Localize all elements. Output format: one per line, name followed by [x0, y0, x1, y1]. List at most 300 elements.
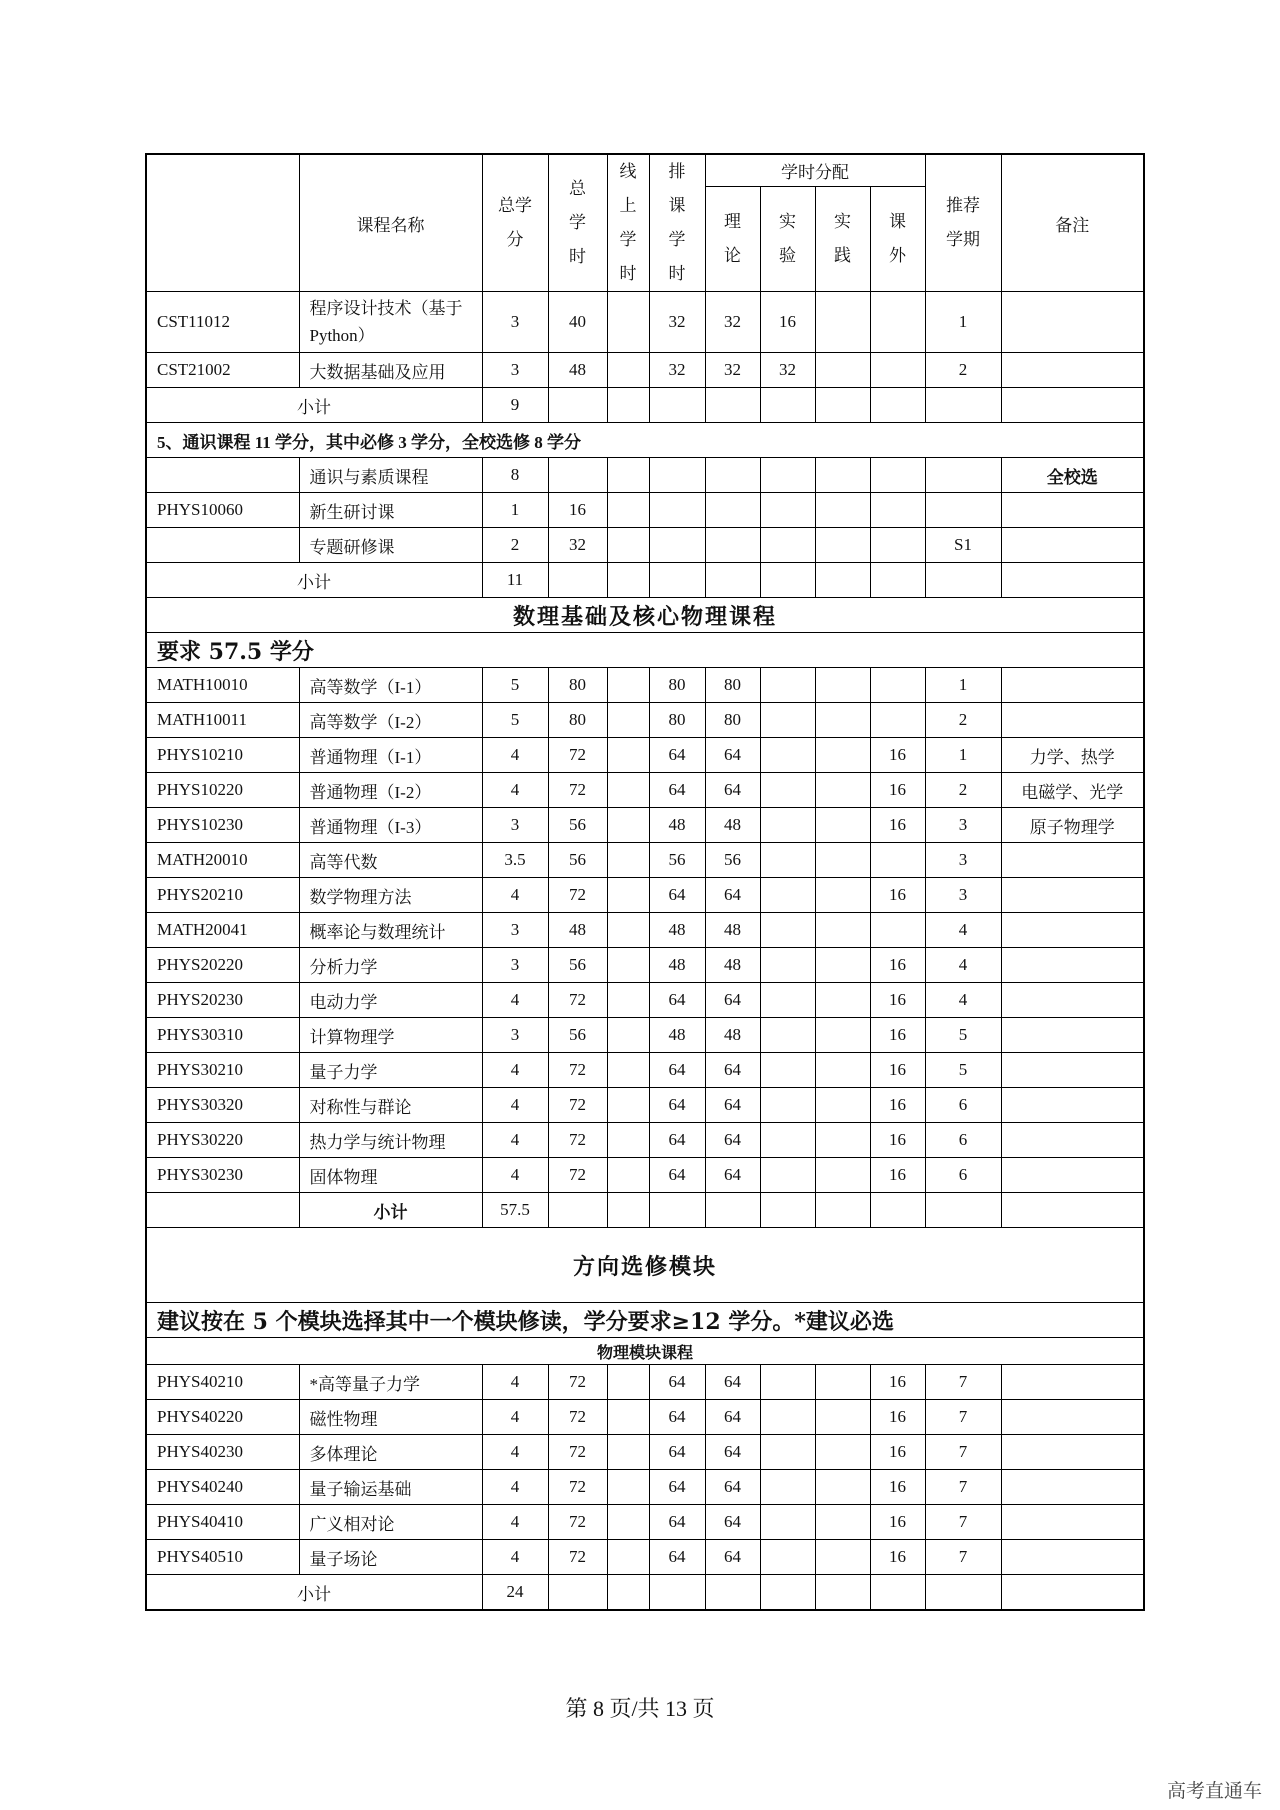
cell-remarks: [1001, 1365, 1144, 1400]
table-row: [146, 843, 1144, 878]
cell-practice: [815, 353, 870, 388]
elective-requirement: 建议按在 5 个模块选择其中一个模块修读，学分要求≥12 学分。*建议必选: [146, 1303, 1144, 1338]
cell-credits: 2: [482, 528, 548, 563]
section-row: [146, 423, 1144, 458]
cell-remarks: 全校选: [1001, 458, 1144, 493]
cell-semester: 5: [925, 1053, 1001, 1088]
cell-remarks: [1001, 292, 1144, 353]
cell-code: CST21002: [146, 353, 299, 388]
cell-credits: 4: [482, 983, 548, 1018]
cell-hours: 56: [548, 1018, 607, 1053]
cell-lab: [760, 878, 815, 913]
elective-body: [146, 1365, 1144, 1575]
cell-code: PHYS40220: [146, 1400, 299, 1435]
cell-practice: [815, 493, 870, 528]
cell-extra: 16: [870, 773, 925, 808]
col-theory-header: [705, 187, 760, 292]
cell-credits: 4: [482, 773, 548, 808]
cell-hours: 56: [548, 808, 607, 843]
subtotal-row: [146, 388, 1144, 423]
cell-hours: 56: [548, 843, 607, 878]
table-row: [146, 808, 1144, 843]
cell-semester: 6: [925, 1158, 1001, 1193]
cell-semester: 2: [925, 353, 1001, 388]
general-body: [146, 458, 1144, 563]
cell-extra: 16: [870, 878, 925, 913]
cell-semester: 4: [925, 983, 1001, 1018]
core-section-title: 数理基础及核心物理课程: [146, 598, 1144, 633]
section-row: [146, 598, 1144, 633]
cell-code: PHYS40210: [146, 1365, 299, 1400]
subtotal-credits: 9: [482, 388, 548, 423]
cell-credits: 4: [482, 1400, 548, 1435]
core-body: [146, 668, 1144, 1193]
cell-lab: [760, 528, 815, 563]
cell-code: MATH10011: [146, 703, 299, 738]
cell-scheduled: 64: [649, 738, 705, 773]
cell-practice: [815, 703, 870, 738]
subtotal-row: [146, 563, 1144, 598]
col-extra-header: [870, 187, 925, 292]
cell-theory: 80: [705, 703, 760, 738]
cell-name: 量子场论: [299, 1540, 482, 1575]
cell-practice: [815, 948, 870, 983]
cell-scheduled: 32: [649, 353, 705, 388]
table-row: [146, 983, 1144, 1018]
cell-scheduled: 64: [649, 878, 705, 913]
cell-online: [607, 1088, 649, 1123]
cell-hours: 56: [548, 948, 607, 983]
cell-theory: 64: [705, 1123, 760, 1158]
cell-name: 通识与素质课程: [299, 458, 482, 493]
cell-code: PHYS30220: [146, 1123, 299, 1158]
cell-credits: 4: [482, 878, 548, 913]
cell-practice: [815, 773, 870, 808]
cell-credits: 4: [482, 1505, 548, 1540]
cell-credits: 3: [482, 948, 548, 983]
cell-hours: 72: [548, 1540, 607, 1575]
cell-online: [607, 773, 649, 808]
table-row: [146, 1053, 1144, 1088]
cell-remarks: 原子物理学: [1001, 808, 1144, 843]
cell-name: 对称性与群论: [299, 1088, 482, 1123]
cell-name: 概率论与数理统计: [299, 913, 482, 948]
cell-online: [607, 948, 649, 983]
cell-remarks: [1001, 1505, 1144, 1540]
cell-remarks: [1001, 1123, 1144, 1158]
cell-semester: 3: [925, 878, 1001, 913]
cell-hours: 72: [548, 1053, 607, 1088]
cell-remarks: [1001, 1158, 1144, 1193]
cell-credits: 5: [482, 703, 548, 738]
cell-extra: 16: [870, 1018, 925, 1053]
cell-scheduled: [649, 493, 705, 528]
cell-scheduled: 64: [649, 1540, 705, 1575]
cell-extra: 16: [870, 1505, 925, 1540]
subtotal-label: 小计: [146, 563, 482, 598]
cell-theory: 64: [705, 1470, 760, 1505]
cell-online: [607, 738, 649, 773]
cell-code: PHYS40240: [146, 1470, 299, 1505]
cell-credits: 4: [482, 1470, 548, 1505]
cell-scheduled: 64: [649, 1123, 705, 1158]
cell-theory: 64: [705, 738, 760, 773]
cell-hours: 72: [548, 1400, 607, 1435]
cell-name: 程序设计技术（基于 Python）: [299, 292, 482, 353]
cell-practice: [815, 1505, 870, 1540]
cell-online: [607, 1365, 649, 1400]
cell-credits: 4: [482, 738, 548, 773]
col-practice-header: [815, 187, 870, 292]
col-credits-text: 总学分: [497, 196, 532, 249]
cell-lab: [760, 773, 815, 808]
col-theory-text: 理论: [724, 212, 741, 266]
subtotal-credits: 11: [482, 563, 548, 598]
cell-lab: [760, 948, 815, 983]
cell-scheduled: 64: [649, 773, 705, 808]
cell-online: [607, 878, 649, 913]
cell-name: 磁性物理: [299, 1400, 482, 1435]
general-title-body: [146, 423, 1144, 458]
cell-scheduled: 80: [649, 703, 705, 738]
cell-online: [607, 1123, 649, 1158]
cell-extra: [870, 292, 925, 353]
cell-lab: [760, 1435, 815, 1470]
cell-remarks: 力学、热学: [1001, 738, 1144, 773]
cell-hours: 72: [548, 1435, 607, 1470]
cell-lab: [760, 1123, 815, 1158]
cell-remarks: [1001, 528, 1144, 563]
cell-scheduled: 48: [649, 808, 705, 843]
cell-lab: [760, 1505, 815, 1540]
cell-scheduled: 48: [649, 913, 705, 948]
cell-remarks: [1001, 1470, 1144, 1505]
cell-hours: 72: [548, 878, 607, 913]
cell-credits: 8: [482, 458, 548, 493]
cell-semester: [925, 458, 1001, 493]
cell-semester: 7: [925, 1505, 1001, 1540]
cell-name: 高等数学（I-1）: [299, 668, 482, 703]
cell-credits: 3: [482, 1018, 548, 1053]
cell-extra: 16: [870, 808, 925, 843]
cell-name: 量子输运基础: [299, 1470, 482, 1505]
cell-practice: [815, 1018, 870, 1053]
cell-name: 热力学与统计物理: [299, 1123, 482, 1158]
col-online-header: [607, 154, 649, 292]
cell-practice: [815, 1435, 870, 1470]
cell-theory: 32: [705, 353, 760, 388]
table-row: [146, 913, 1144, 948]
block1-subtotal: [146, 388, 1144, 423]
cell-hours: 48: [548, 913, 607, 948]
cell-extra: 16: [870, 1088, 925, 1123]
cell-scheduled: [649, 458, 705, 493]
cell-theory: 64: [705, 1365, 760, 1400]
cell-scheduled: 48: [649, 948, 705, 983]
cell-name: 普通物理（I-1）: [299, 738, 482, 773]
cell-theory: 56: [705, 843, 760, 878]
cell-hours: 72: [548, 1088, 607, 1123]
cell-remarks: [1001, 493, 1144, 528]
cell-remarks: [1001, 948, 1144, 983]
cell-practice: [815, 983, 870, 1018]
cell-scheduled: 56: [649, 843, 705, 878]
cell-lab: 16: [760, 292, 815, 353]
cell-online: [607, 913, 649, 948]
cell-extra: [870, 353, 925, 388]
cell-extra: 16: [870, 1470, 925, 1505]
cell-online: [607, 808, 649, 843]
cell-practice: [815, 878, 870, 913]
cell-hours: 72: [548, 1123, 607, 1158]
cell-remarks: [1001, 353, 1144, 388]
cell-practice: [815, 458, 870, 493]
cell-lab: [760, 493, 815, 528]
table-row: [146, 353, 1144, 388]
col-semester-text: 推荐学期: [945, 196, 980, 249]
col-allocation-header: 学时分配: [705, 154, 925, 187]
cell-lab: [760, 1018, 815, 1053]
cell-extra: 16: [870, 1053, 925, 1088]
cell-scheduled: 64: [649, 1505, 705, 1540]
cell-theory: [705, 493, 760, 528]
cell-code: PHYS10210: [146, 738, 299, 773]
col-lab-text: 实验: [779, 212, 796, 266]
cell-scheduled: 64: [649, 1088, 705, 1123]
cell-hours: 80: [548, 668, 607, 703]
cell-remarks: [1001, 1088, 1144, 1123]
cell-code: PHYS30230: [146, 1158, 299, 1193]
cell-extra: 16: [870, 948, 925, 983]
cell-semester: 2: [925, 703, 1001, 738]
cell-remarks: [1001, 1540, 1144, 1575]
cell-online: [607, 458, 649, 493]
cell-credits: 3.5: [482, 843, 548, 878]
cell-credits: 4: [482, 1088, 548, 1123]
table-row: [146, 1365, 1144, 1400]
table-row: [146, 1018, 1144, 1053]
cell-practice: [815, 1400, 870, 1435]
general-section-title: 5、通识课程 11 学分，其中必修 3 学分，全校选修 8 学分: [146, 423, 1144, 458]
cell-semester: 7: [925, 1540, 1001, 1575]
table-row: [146, 1088, 1144, 1123]
core-title-body: [146, 598, 1144, 668]
cell-theory: 64: [705, 1505, 760, 1540]
cell-code: MATH20041: [146, 913, 299, 948]
col-practice-text: 实践: [834, 212, 851, 266]
cell-extra: [870, 668, 925, 703]
cell-practice: [815, 843, 870, 878]
cell-remarks: [1001, 668, 1144, 703]
cell-credits: 3: [482, 292, 548, 353]
col-name-header: 课程名称: [299, 154, 482, 292]
cell-lab: [760, 1540, 815, 1575]
cell-online: [607, 1505, 649, 1540]
block1-body: [146, 292, 1144, 388]
cell-scheduled: 64: [649, 1400, 705, 1435]
cell-theory: 48: [705, 913, 760, 948]
cell-scheduled: [649, 528, 705, 563]
cell-online: [607, 703, 649, 738]
table-row: [146, 292, 1144, 353]
table-row: [146, 1435, 1144, 1470]
cell-theory: 64: [705, 773, 760, 808]
cell-practice: [815, 668, 870, 703]
table-row: [146, 878, 1144, 913]
cell-lab: [760, 1088, 815, 1123]
cell-lab: [760, 983, 815, 1018]
cell-code: PHYS30320: [146, 1088, 299, 1123]
cell-hours: 72: [548, 1158, 607, 1193]
cell-scheduled: 64: [649, 1158, 705, 1193]
subtotal-credits: 24: [482, 1575, 548, 1611]
cell-code: PHYS30310: [146, 1018, 299, 1053]
cell-online: [607, 843, 649, 878]
cell-hours: 72: [548, 1365, 607, 1400]
elective-title-body: [146, 1228, 1144, 1365]
cell-practice: [815, 738, 870, 773]
col-hours-header: [548, 154, 607, 292]
col-code-header: [146, 154, 299, 292]
cell-name: 高等代数: [299, 843, 482, 878]
cell-semester: [925, 493, 1001, 528]
cell-extra: 16: [870, 1540, 925, 1575]
cell-code: PHYS40510: [146, 1540, 299, 1575]
cell-online: [607, 1053, 649, 1088]
cell-hours: 72: [548, 738, 607, 773]
cell-scheduled: 64: [649, 1053, 705, 1088]
table-row: [146, 668, 1144, 703]
cell-theory: 80: [705, 668, 760, 703]
cell-code: PHYS20210: [146, 878, 299, 913]
cell-credits: 3: [482, 353, 548, 388]
cell-extra: [870, 493, 925, 528]
table-row: [146, 703, 1144, 738]
cell-code: MATH20010: [146, 843, 299, 878]
cell-theory: 48: [705, 948, 760, 983]
col-scheduled-text: 排课学时: [668, 162, 686, 283]
cell-online: [607, 528, 649, 563]
cell-code: PHYS10060: [146, 493, 299, 528]
cell-remarks: [1001, 913, 1144, 948]
core-requirement: 要求 57.5 学分: [146, 633, 1144, 668]
col-semester-header: [925, 154, 1001, 292]
cell-remarks: 电磁学、光学: [1001, 773, 1144, 808]
subtotal-row: [146, 1575, 1144, 1611]
cell-name: *高等量子力学: [299, 1365, 482, 1400]
table-row: [146, 1470, 1144, 1505]
cell-theory: 64: [705, 1400, 760, 1435]
cell-lab: [760, 1053, 815, 1088]
cell-code: [146, 528, 299, 563]
cell-credits: 3: [482, 913, 548, 948]
cell-theory: 64: [705, 878, 760, 913]
table-row: [146, 1158, 1144, 1193]
cell-extra: [870, 843, 925, 878]
curriculum-table: [145, 153, 1145, 1611]
elective-subtotal: [146, 1575, 1144, 1611]
cell-extra: 16: [870, 1435, 925, 1470]
cell-hours: 48: [548, 353, 607, 388]
cell-name: 固体物理: [299, 1158, 482, 1193]
cell-credits: 5: [482, 668, 548, 703]
cell-lab: [760, 703, 815, 738]
col-scheduled-header: [649, 154, 705, 292]
cell-code: PHYS10230: [146, 808, 299, 843]
cell-hours: 40: [548, 292, 607, 353]
cell-scheduled: 64: [649, 1365, 705, 1400]
cell-theory: 64: [705, 983, 760, 1018]
cell-semester: 3: [925, 843, 1001, 878]
cell-name: 多体理论: [299, 1435, 482, 1470]
cell-online: [607, 493, 649, 528]
cell-practice: [815, 1088, 870, 1123]
cell-extra: 16: [870, 738, 925, 773]
table-row: [146, 528, 1144, 563]
cell-remarks: [1001, 983, 1144, 1018]
cell-remarks: [1001, 1053, 1144, 1088]
cell-lab: [760, 808, 815, 843]
cell-extra: [870, 458, 925, 493]
cell-credits: 4: [482, 1158, 548, 1193]
cell-semester: 1: [925, 292, 1001, 353]
cell-extra: 16: [870, 1158, 925, 1193]
cell-name: 计算物理学: [299, 1018, 482, 1053]
cell-online: [607, 983, 649, 1018]
cell-lab: [760, 668, 815, 703]
cell-lab: [760, 1365, 815, 1400]
subtotal-label: 小计: [299, 1193, 482, 1228]
cell-scheduled: 64: [649, 1435, 705, 1470]
cell-semester: 6: [925, 1088, 1001, 1123]
cell-theory: 64: [705, 1158, 760, 1193]
cell-theory: 48: [705, 808, 760, 843]
requirement-row: [146, 1303, 1144, 1338]
cell-hours: 32: [548, 528, 607, 563]
cell-online: [607, 353, 649, 388]
table-row: [146, 738, 1144, 773]
cell-hours: 72: [548, 1505, 607, 1540]
table-row: [146, 1505, 1144, 1540]
cell-scheduled: 32: [649, 292, 705, 353]
section-row: [146, 1228, 1144, 1303]
elective-section-title: 方向选修模块: [146, 1228, 1144, 1303]
cell-hours: 72: [548, 773, 607, 808]
cell-name: 广义相对论: [299, 1505, 482, 1540]
cell-semester: 4: [925, 948, 1001, 983]
cell-extra: 16: [870, 1123, 925, 1158]
col-extra-text: 课外: [889, 212, 906, 266]
cell-online: [607, 1018, 649, 1053]
cell-name: 高等数学（I-2）: [299, 703, 482, 738]
cell-lab: [760, 913, 815, 948]
cell-credits: 3: [482, 808, 548, 843]
cell-semester: 1: [925, 738, 1001, 773]
cell-code: PHYS20230: [146, 983, 299, 1018]
subtotal-row: [146, 1193, 1144, 1228]
table-row: [146, 1123, 1144, 1158]
cell-name: 普通物理（I-3）: [299, 808, 482, 843]
subtotal-label: 小计: [146, 388, 482, 423]
col-online-text: 线上学时: [619, 162, 637, 283]
cell-theory: 64: [705, 1540, 760, 1575]
cell-semester: 6: [925, 1123, 1001, 1158]
cell-name: 电动力学: [299, 983, 482, 1018]
cell-code: PHYS30210: [146, 1053, 299, 1088]
cell-name: 量子力学: [299, 1053, 482, 1088]
cell-extra: 16: [870, 983, 925, 1018]
cell-semester: 4: [925, 913, 1001, 948]
